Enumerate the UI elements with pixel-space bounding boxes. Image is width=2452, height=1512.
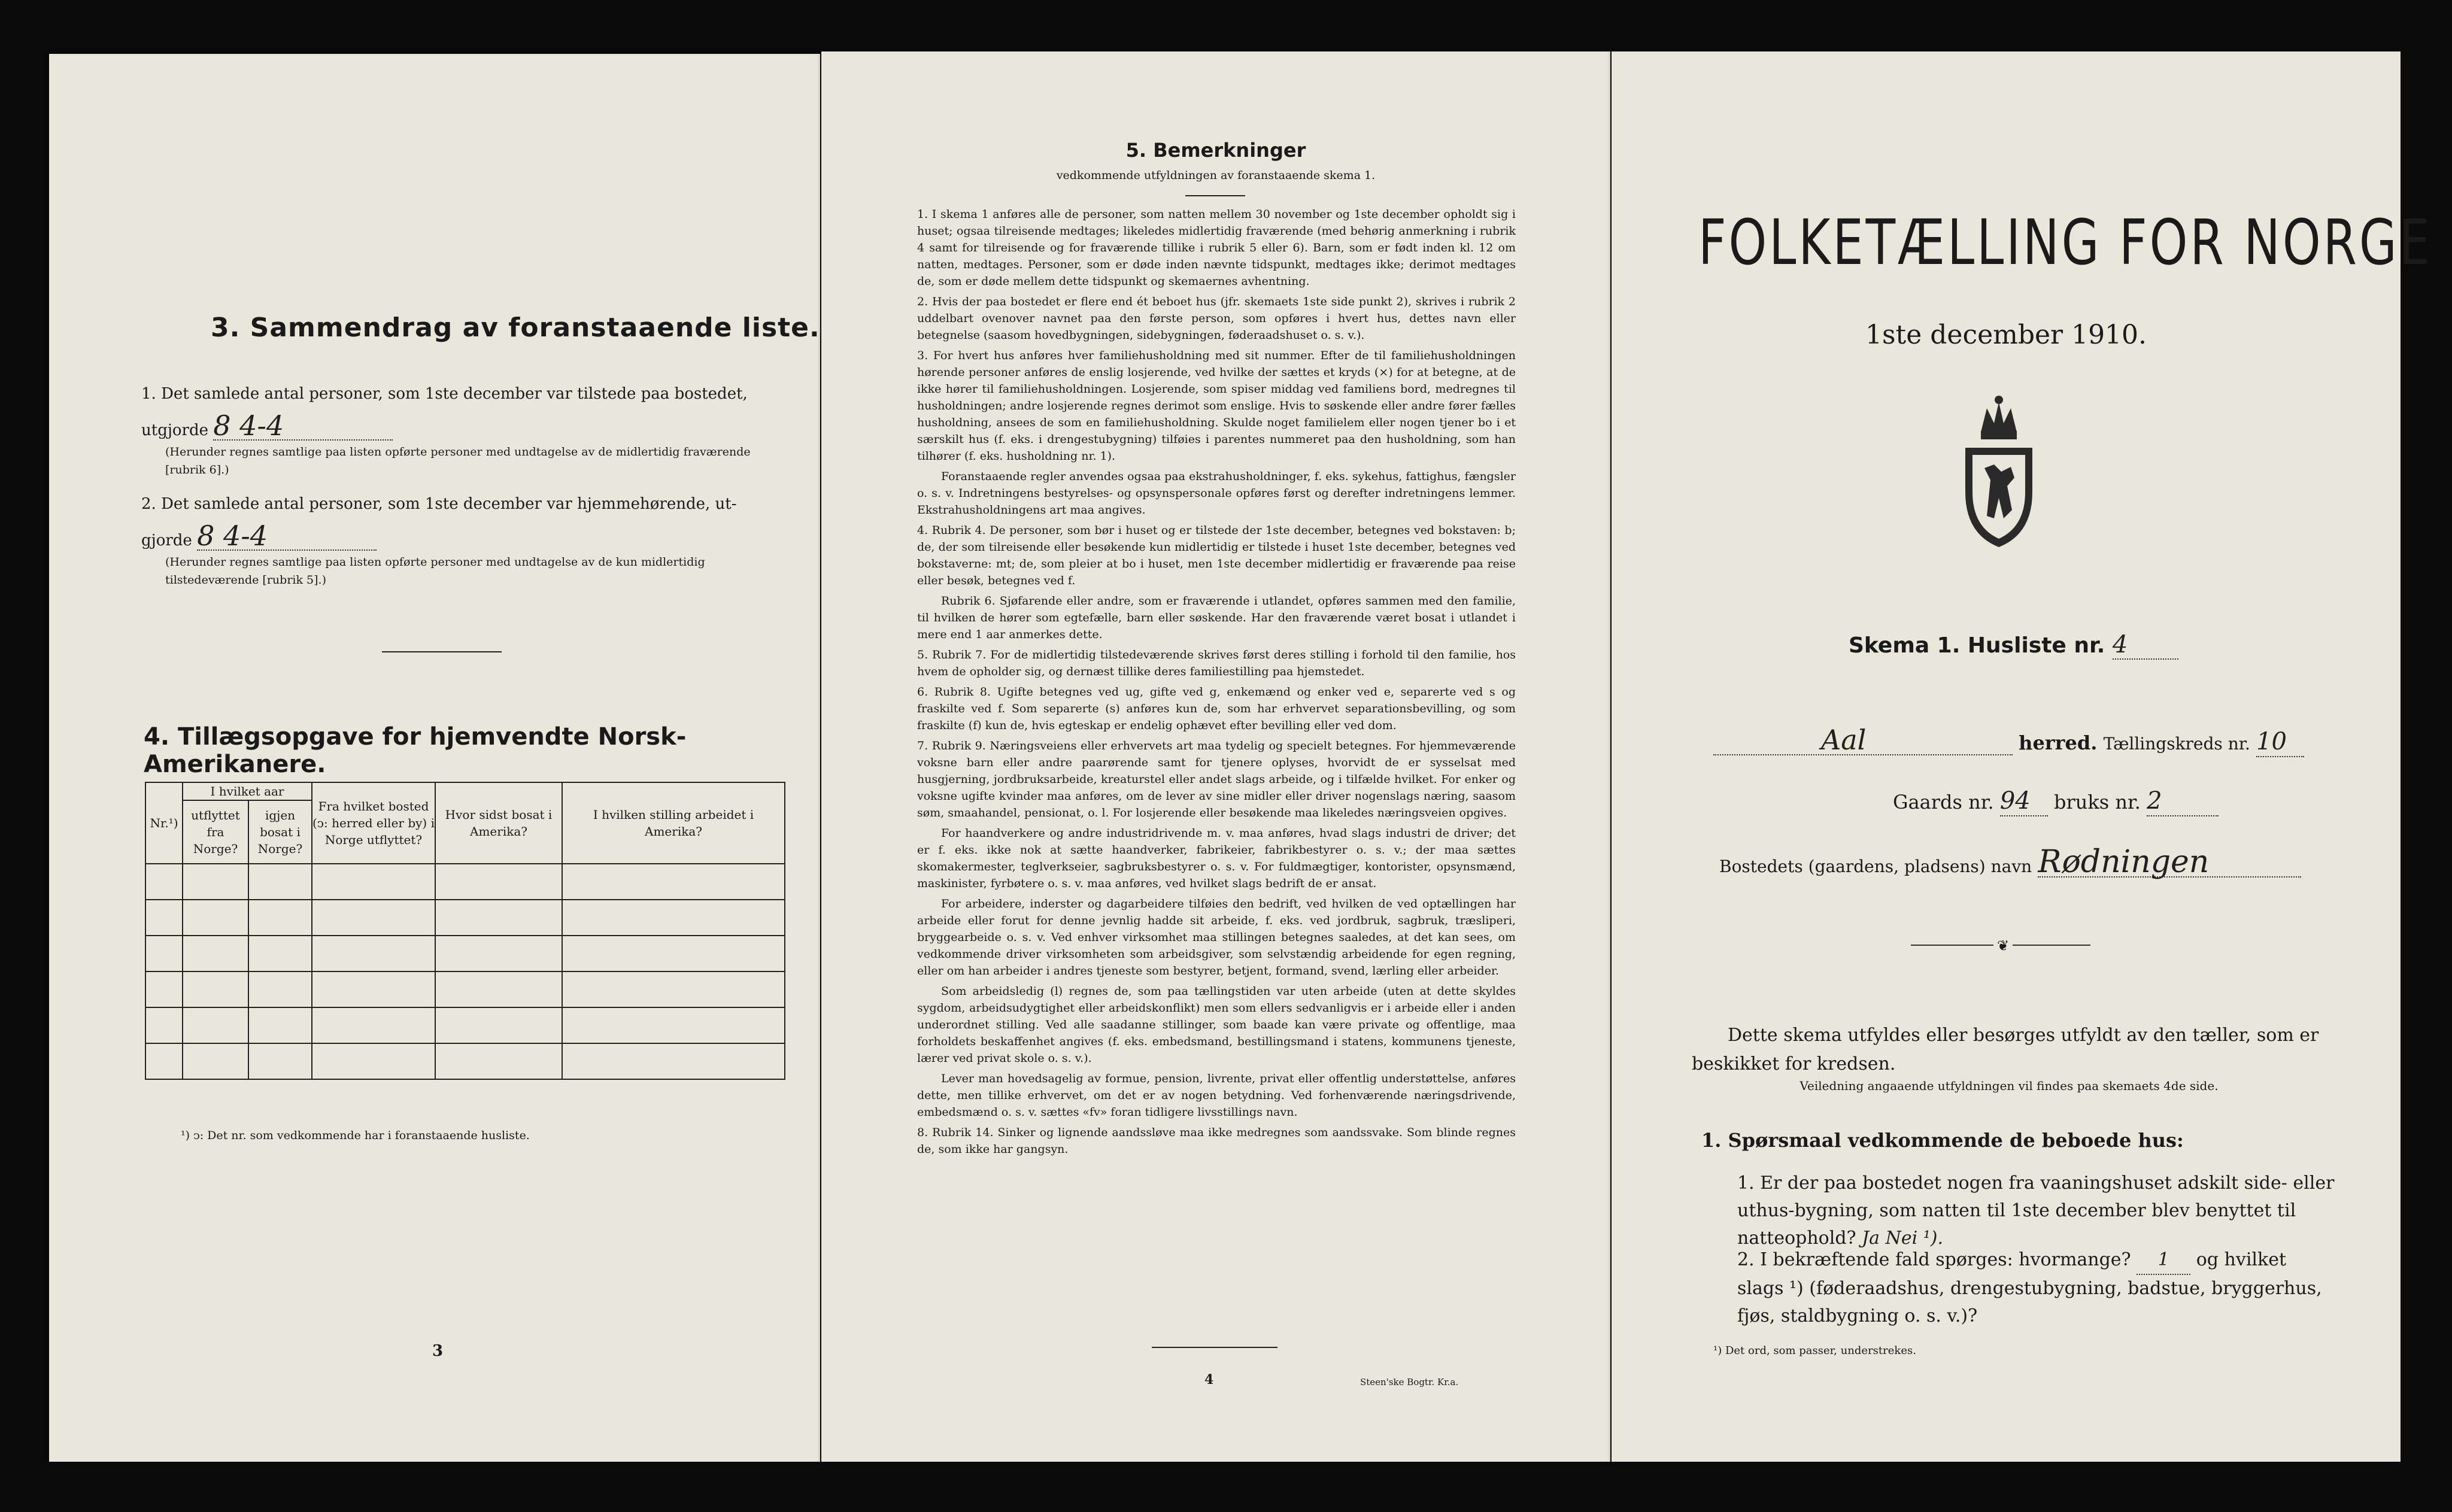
question-1-text: 1. Er der paa bostedet nogen fra vaaningshuset adskilt side- eller uthus-bygning, som natten til 1ste december blev benyttet til natteophold?	[1737, 1173, 2335, 1249]
item1-label: utgjorde	[141, 421, 209, 439]
ornament: ❦	[1911, 936, 2090, 954]
item2-value: 8 4-4	[197, 522, 377, 551]
question-1-answer: Ja Nei ¹).	[1862, 1228, 1944, 1249]
remark-paragraph: For arbeidere, inderster og dagarbeidere tilføies den bedrift, ved hvilken de ved optællingen har arbeide eller forut for denne jevnlig hadde sit arbeide, f. eks. ved jordbruk, sagbruk, træsliperi, bryggearbeide o. s. v. Ved enhver virksomhet maa stillingen betegnes saaledes, at det kan sees, om vedkommende driver virksomheten som arbeidsgiver, som selvstændig arbeidende for egen regning, eller om han arbeider i andres tjeneste som bestyrer, betjent, formand, svend, lærling eller arbeider.	[917, 897, 1516, 977]
skema-line	[1849, 631, 2178, 660]
col-fra-bosted: Fra hvilket bosted (ↄ: herred eller by) i Norge utflyttet?	[312, 782, 435, 864]
page-middle	[821, 51, 1610, 1462]
remark-paragraph: 1. I skema 1 anføres alle de personer, som natten mellem 30 november og 1ste december opholdt sig i huset; ogsaa tilreisende medtages; likeledes midlertidig fraværende (med behørig anmerkning i rubrik 4 samt for tilreisende og for fraværende tillike i rubrik 5 eller 6). Barn, som er født inden kl. 12 om natten, medtages. Personer, som er døde inden nævnte tidspunkt, medtages ikke; derimot medtages de, som er døde mellem dette tidspunkt og skemaernes avhentning.	[917, 208, 1516, 288]
table-row	[145, 1007, 785, 1043]
questions-heading: 1. Spørsmaal vedkommende de beboede hus:	[1701, 1129, 2184, 1152]
table-row	[145, 936, 785, 971]
norsk-amerikanere-table	[145, 782, 785, 1080]
table-row	[145, 864, 785, 900]
divider	[382, 651, 502, 652]
remark-paragraph: Lever man hovedsagelig av formue, pension, livrente, privat eller offentlig understøttelse, anføres dette, men tillike erhvervet, om det er av nogen betydning. Ved forhenværende næringsdrivende, embedsmænd o. s. v. sættes «fv» foran tidligere livsstillings navn.	[917, 1072, 1516, 1119]
printer-mark: Steen'ske Bogtr. Kr.a.	[1360, 1377, 1459, 1387]
item2-text: 2. Det samlede antal personer, som 1ste december var hjemmehørende, ut-	[141, 495, 737, 513]
item2-label: gjorde	[141, 532, 192, 549]
remark-paragraph: 2. Hvis der paa bostedet er flere end ét beboet hus (jfr. skemaets 1ste side punkt 2), skrives i rubrik 2 uddelbart ovenover navnet paa den første person, som opføres i hvert hus, dettes navn eller betegnelse (saasom hovedbygningen, sidebygningen, føderaadshuset o. s. v.).	[917, 295, 1516, 342]
remark-paragraph: 8. Rubrik 14. Sinker og lignende aandssløve maa ikke medregnes som aandssvake. Som blinde regnes de, som ikke har gangsyn.	[917, 1126, 1516, 1156]
section-4-title: 4. Tillægsopgave for hjemvendte Norsk-Amerikanere.	[144, 723, 687, 778]
question-1	[1737, 1170, 2336, 1252]
remark-paragraph: 6. Rubrik 8. Ugifte betegnes ved ug, gifte ved g, enkemænd og enker ved e, separerte ved s og fraskilte ved f. Som separerte (s) anføres kun de, som har erhvervet separationsbevilling, og som fraskilte (f) kun de, hvis egteskap er endelig ophævet efter bevilling eller ved dom.	[917, 685, 1516, 732]
remark-paragraph: For haandverkere og andre industridrivende m. v. maa anføres, hvad slags industri de driver; det er f. eks. ikke nok at sætte haandverker, fabrikeier, fabrikbestyrer o. s. v.; der maa sættes skomakermester, teglverkseier, sagbruksbestyrer o. s. v. For fuldmægtiger, kontorister, opsynsmænd, maskinister, fyrbøtere o. s. v. maa anføres, ved hvilket slags bedrift de er ansat.	[917, 827, 1516, 890]
page-right	[1612, 51, 2432, 1462]
page3-footnote: ¹) Det ord, som passer, understrekes.	[1713, 1344, 1916, 1357]
page-number-4: 4	[1204, 1372, 1214, 1387]
norway-coat-of-arms-icon	[1957, 390, 2041, 552]
item2-note: (Herunder regnes samtlige paa listen opførte personer med undtagelse av de kun midlertidig tilstedeværende [rubrik 5].)	[165, 555, 705, 587]
col-stilling: I hvilken stilling arbeidet i Amerika?	[562, 782, 785, 864]
question-2-count: 1	[2137, 1246, 2190, 1275]
col-utflyttet: utflyttet fra Norge?	[183, 800, 248, 864]
bruks-value: 2	[2147, 787, 2219, 816]
herred-line	[1713, 725, 2354, 758]
table-row	[145, 971, 785, 1007]
item1-value: 8 4-4	[213, 412, 393, 441]
kreds-value: 10	[2256, 727, 2304, 757]
col-nr: Nr.¹)	[145, 782, 183, 864]
bosted-line	[1719, 844, 2301, 881]
col-igjen-bosat: igjen bosat i Norge?	[248, 800, 312, 864]
table-row	[145, 900, 785, 936]
bosted-value: Rødningen	[2038, 848, 2301, 878]
gaards-line	[1893, 787, 2219, 816]
intro-text: Dette skema utfyldes eller besørges utfyldt av den tæller, som er beskikket for kredsen.	[1692, 1025, 2319, 1074]
gaards-label: Gaards nr.	[1893, 791, 1994, 813]
remark-paragraph: 7. Rubrik 9. Næringsveiens eller erhvervets art maa tydelig og specielt betegnes. For hjemmeværende voksne barn eller andre paarørende samt for tjenere oplyses, hvorvidt de er sysselsat med husgjerning, jordbruksarbeide, kreaturstel eller andet slags arbeide, og i tilfælde hvilket. For enker og voksne ugifte kvinder maa anføres, om de lever av sine midler eller driver nogenslags næring, saasom søm, smaahandel, pensionat, o. l. For losjerende eller besøkende maa likeledes næringsveien opgives.	[917, 739, 1516, 819]
bosted-label: Bostedets (gaardens, pladsens) navn	[1719, 857, 2032, 876]
herred-value: Aal	[1713, 725, 2013, 755]
remarks-body	[917, 206, 1516, 1161]
remark-paragraph: 3. For hvert hus anføres hver familiehusholdning med sit nummer. Efter de til familiehusholdningen hørende personer anføres de enslig losjerende, ved hvilke der sættes et kryds (×) for at betegne, at de ikke hører til familiehusholdningen. Losjerende, som spiser middag ved familiens bord, medregnes til husholdningen; andre losjerende regnes derimot som enslige. Hvis to søskende eller andre fører fælles husholdning, ansees de som en familiehusholdning. Skulde noget familielem eller nogen tjener bo i et særskilt hus (f. eks. i drengestubygning) tilføies i parentes nummeret paa den husholdning, som han tilhører (f. eks. husholdning nr. 1).	[917, 349, 1516, 463]
page-number-3: 3	[432, 1342, 444, 1360]
divider	[1152, 1347, 1277, 1348]
col-bosat-amerika: Hvor sidst bosat i Amerika?	[435, 782, 562, 864]
item2-line	[141, 522, 500, 552]
intro-note: Veiledning angaaende utfyldningen vil findes paa skemaets 4de side.	[1799, 1079, 2219, 1093]
kreds-label: Tællingskreds nr.	[2103, 734, 2250, 754]
question-2-text-c: (føderaadshus, drengestubygning, badstue, bryggerhus, fjøs, staldbygning o. s. v.)?	[1737, 1278, 2322, 1326]
col-group-aar: I hvilket aar	[183, 782, 312, 800]
section-3-title: 3. Sammendrag av foranstaaende liste.	[211, 312, 820, 343]
remark-paragraph: Som arbeidsledig (l) regnes de, som paa tællingstiden var uten arbeide (uten at dette skyldes sygdom, arbeidsudygtighet eller arbeidskonflikt) men som ellers sedvanligvis er i arbeide eller i anden underordnet stilling. Ved alle saadanne stillinger, som baade kan være private og offentlige, maa forholdets beskaffenhet angives (f. eks. embedsmand, bestillingsmand i statens, kommunens tjeneste, lærer ved privat skole o. s. v.).	[917, 985, 1516, 1065]
question-2	[1737, 1246, 2336, 1330]
question-2-text-a: 2. I bekræftende fald spørges: hvormange?	[1737, 1249, 2131, 1270]
remarks-title: 5. Bemerkninger	[1125, 139, 1306, 162]
herred-label: herred.	[2019, 731, 2098, 754]
remarks-subtitle: vedkommende utfyldningen av foranstaaende skema 1.	[1056, 169, 1376, 182]
question-2-text-b: og hvilket slags ¹)	[1737, 1249, 2286, 1299]
item1-line	[141, 409, 500, 442]
remark-paragraph: Rubrik 6. Sjøfarende eller andre, som er fraværende i utlandet, opføres sammen med den familie, til hvilken de hører som egtefælle, barn eller søskende. Har den fraværende været bosat i utlandet i mere end 1 aar anmerkes dette.	[917, 594, 1516, 641]
remark-paragraph: Foranstaaende regler anvendes ogsaa paa ekstrahusholdninger, f. eks. sykehus, fattighus, fængsler o. s. v. Indretningens bestyrelses- og opsynspersonale opføres først og derefter indretningens lemmer. Ekstrahusholdningens art maa angives.	[917, 470, 1516, 517]
item1-note: (Herunder regnes samtlige paa listen opførte personer med undtagelse av de midlertidig fraværende [rubrik 6].)	[165, 445, 751, 476]
table-row	[145, 1043, 785, 1079]
item1-text: 1. Det samlede antal personer, som 1ste december var tilstede paa bostedet,	[141, 385, 748, 403]
remark-paragraph: 4. Rubrik 4. De personer, som bør i huset og er tilstede der 1ste december, betegnes ved bokstaven: b; de, der som tilreisende eller besøkende kun midlertidig er tilstede i huset 1ste december, betegnes ved bokstaverne: mt; de, som pleier at bo i huset, men 1ste december midlertidig er fraværende paa reise eller besøk, betegnes ved f.	[917, 524, 1516, 587]
skema-label: Skema 1. Husliste nr.	[1849, 633, 2105, 658]
bruks-label: bruks nr.	[2054, 791, 2141, 813]
husliste-nr: 4	[2113, 631, 2178, 660]
gaards-value: 94	[2000, 787, 2048, 816]
page-left	[49, 54, 820, 1462]
remark-paragraph: 5. Rubrik 7. For de midlertidig tilstedeværende skrives først deres stilling i forhold til den familie, hos hvem de opholder sig, og dernæst tillike deres familiestilling paa hjemstedet.	[917, 648, 1516, 678]
section-4-footnote: ¹) ↄ: Det nr. som vedkommende har i foranstaaende husliste.	[181, 1129, 530, 1142]
census-title: FOLKETÆLLING FOR NORGE	[1698, 206, 2432, 279]
divider	[1185, 195, 1245, 196]
census-date: 1ste december 1910.	[1865, 320, 2147, 350]
